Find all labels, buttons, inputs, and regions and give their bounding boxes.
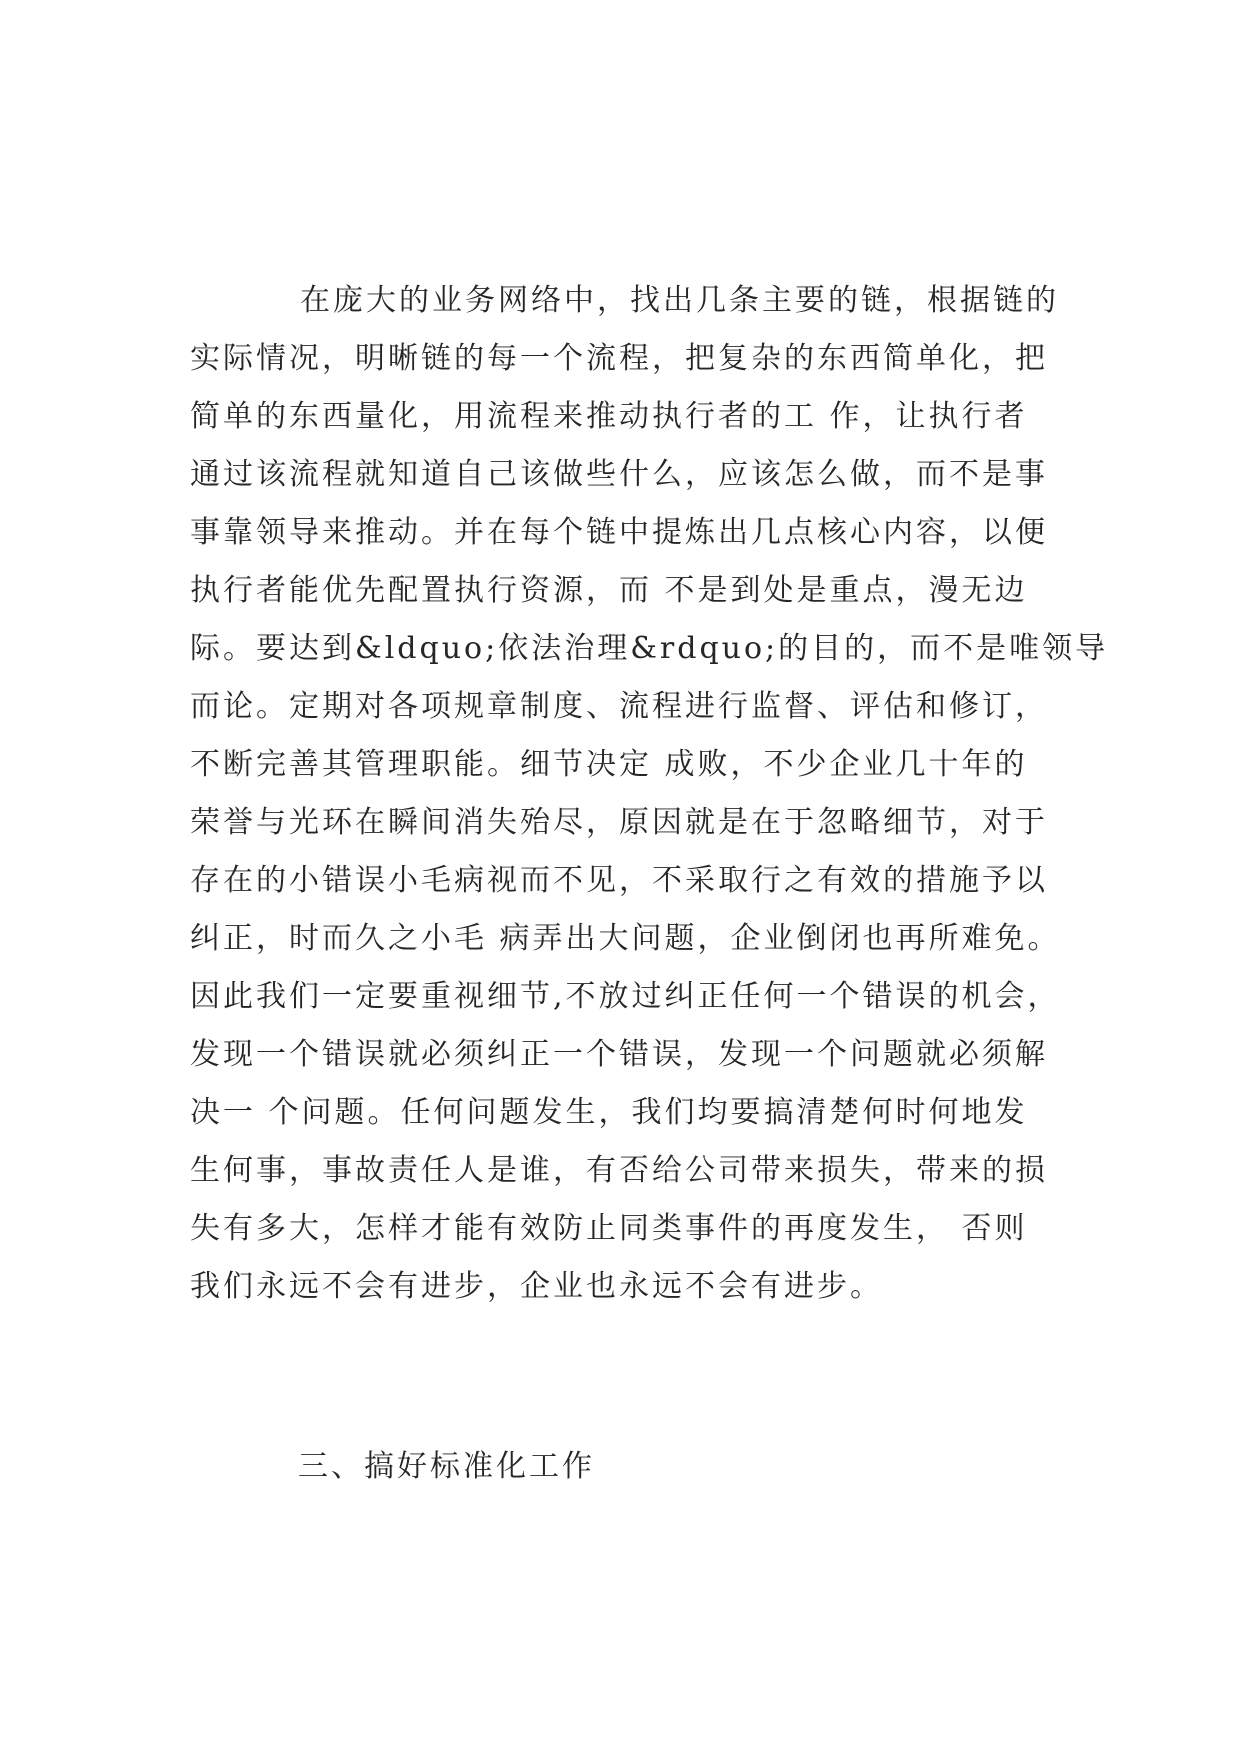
paragraph-line: 因此我们一定要重视细节,不放过纠正任何一个错误的机会，: [190, 979, 1061, 1014]
paragraph-line: 实际情况，明晰链的每一个流程，把复杂的东西简单化，把: [190, 341, 1048, 376]
paragraph-line: 发现一个错误就必须纠正一个错误，发现一个问题就必须解: [190, 1037, 1048, 1072]
paragraph-line: 不断完善其管理职能。细节决定 成败，不少企业几十年的: [190, 747, 1028, 782]
paragraph-line: 我们永远不会有进步，企业也永远不会有进步。: [190, 1269, 883, 1304]
paragraph-line: 而论。定期对各项规章制度、流程进行监督、评估和修订，: [190, 689, 1048, 724]
paragraph-line: 在庞大的业务网络中，找出几条主要的链，根据链的: [300, 283, 1059, 318]
body-paragraph: [190, 272, 1109, 1316]
paragraph-line: 失有多大，怎样才能有效防止同类事件的再度发生， 否则: [190, 1211, 1028, 1246]
paragraph-line: 简单的东西量化，用流程来推动执行者的工 作，让执行者: [190, 399, 1028, 434]
paragraph-line: 存在的小错误小毛病视而不见，不采取行之有效的措施予以: [190, 863, 1048, 898]
paragraph-line: 纠正，时而久之小毛 病弄出大问题，企业倒闭也再所难免。: [190, 921, 1061, 956]
paragraph-line: 执行者能优先配置执行资源，而 不是到处是重点，漫无边: [190, 573, 1028, 608]
section-heading: 三、搞好标准化工作: [298, 1449, 595, 1484]
paragraph-line: 际。要达到&ldquo;依法治理&rdquo;的目的，而不是唯领导: [190, 631, 1109, 666]
paragraph-line: 决一 个问题。任何问题发生，我们均要搞清楚何时何地发: [190, 1095, 1028, 1130]
paragraph-line: 事靠领导来推动。并在每个链中提炼出几点核心内容，以便: [190, 515, 1048, 550]
paragraph-line: 荣誉与光环在瞬间消失殆尽，原因就是在于忽略细节，对于: [190, 805, 1048, 840]
paragraph-line: 通过该流程就知道自己该做些什么，应该怎么做，而不是事: [190, 457, 1048, 492]
paragraph-line: 生何事，事故责任人是谁，有否给公司带来损失，带来的损: [190, 1153, 1048, 1188]
